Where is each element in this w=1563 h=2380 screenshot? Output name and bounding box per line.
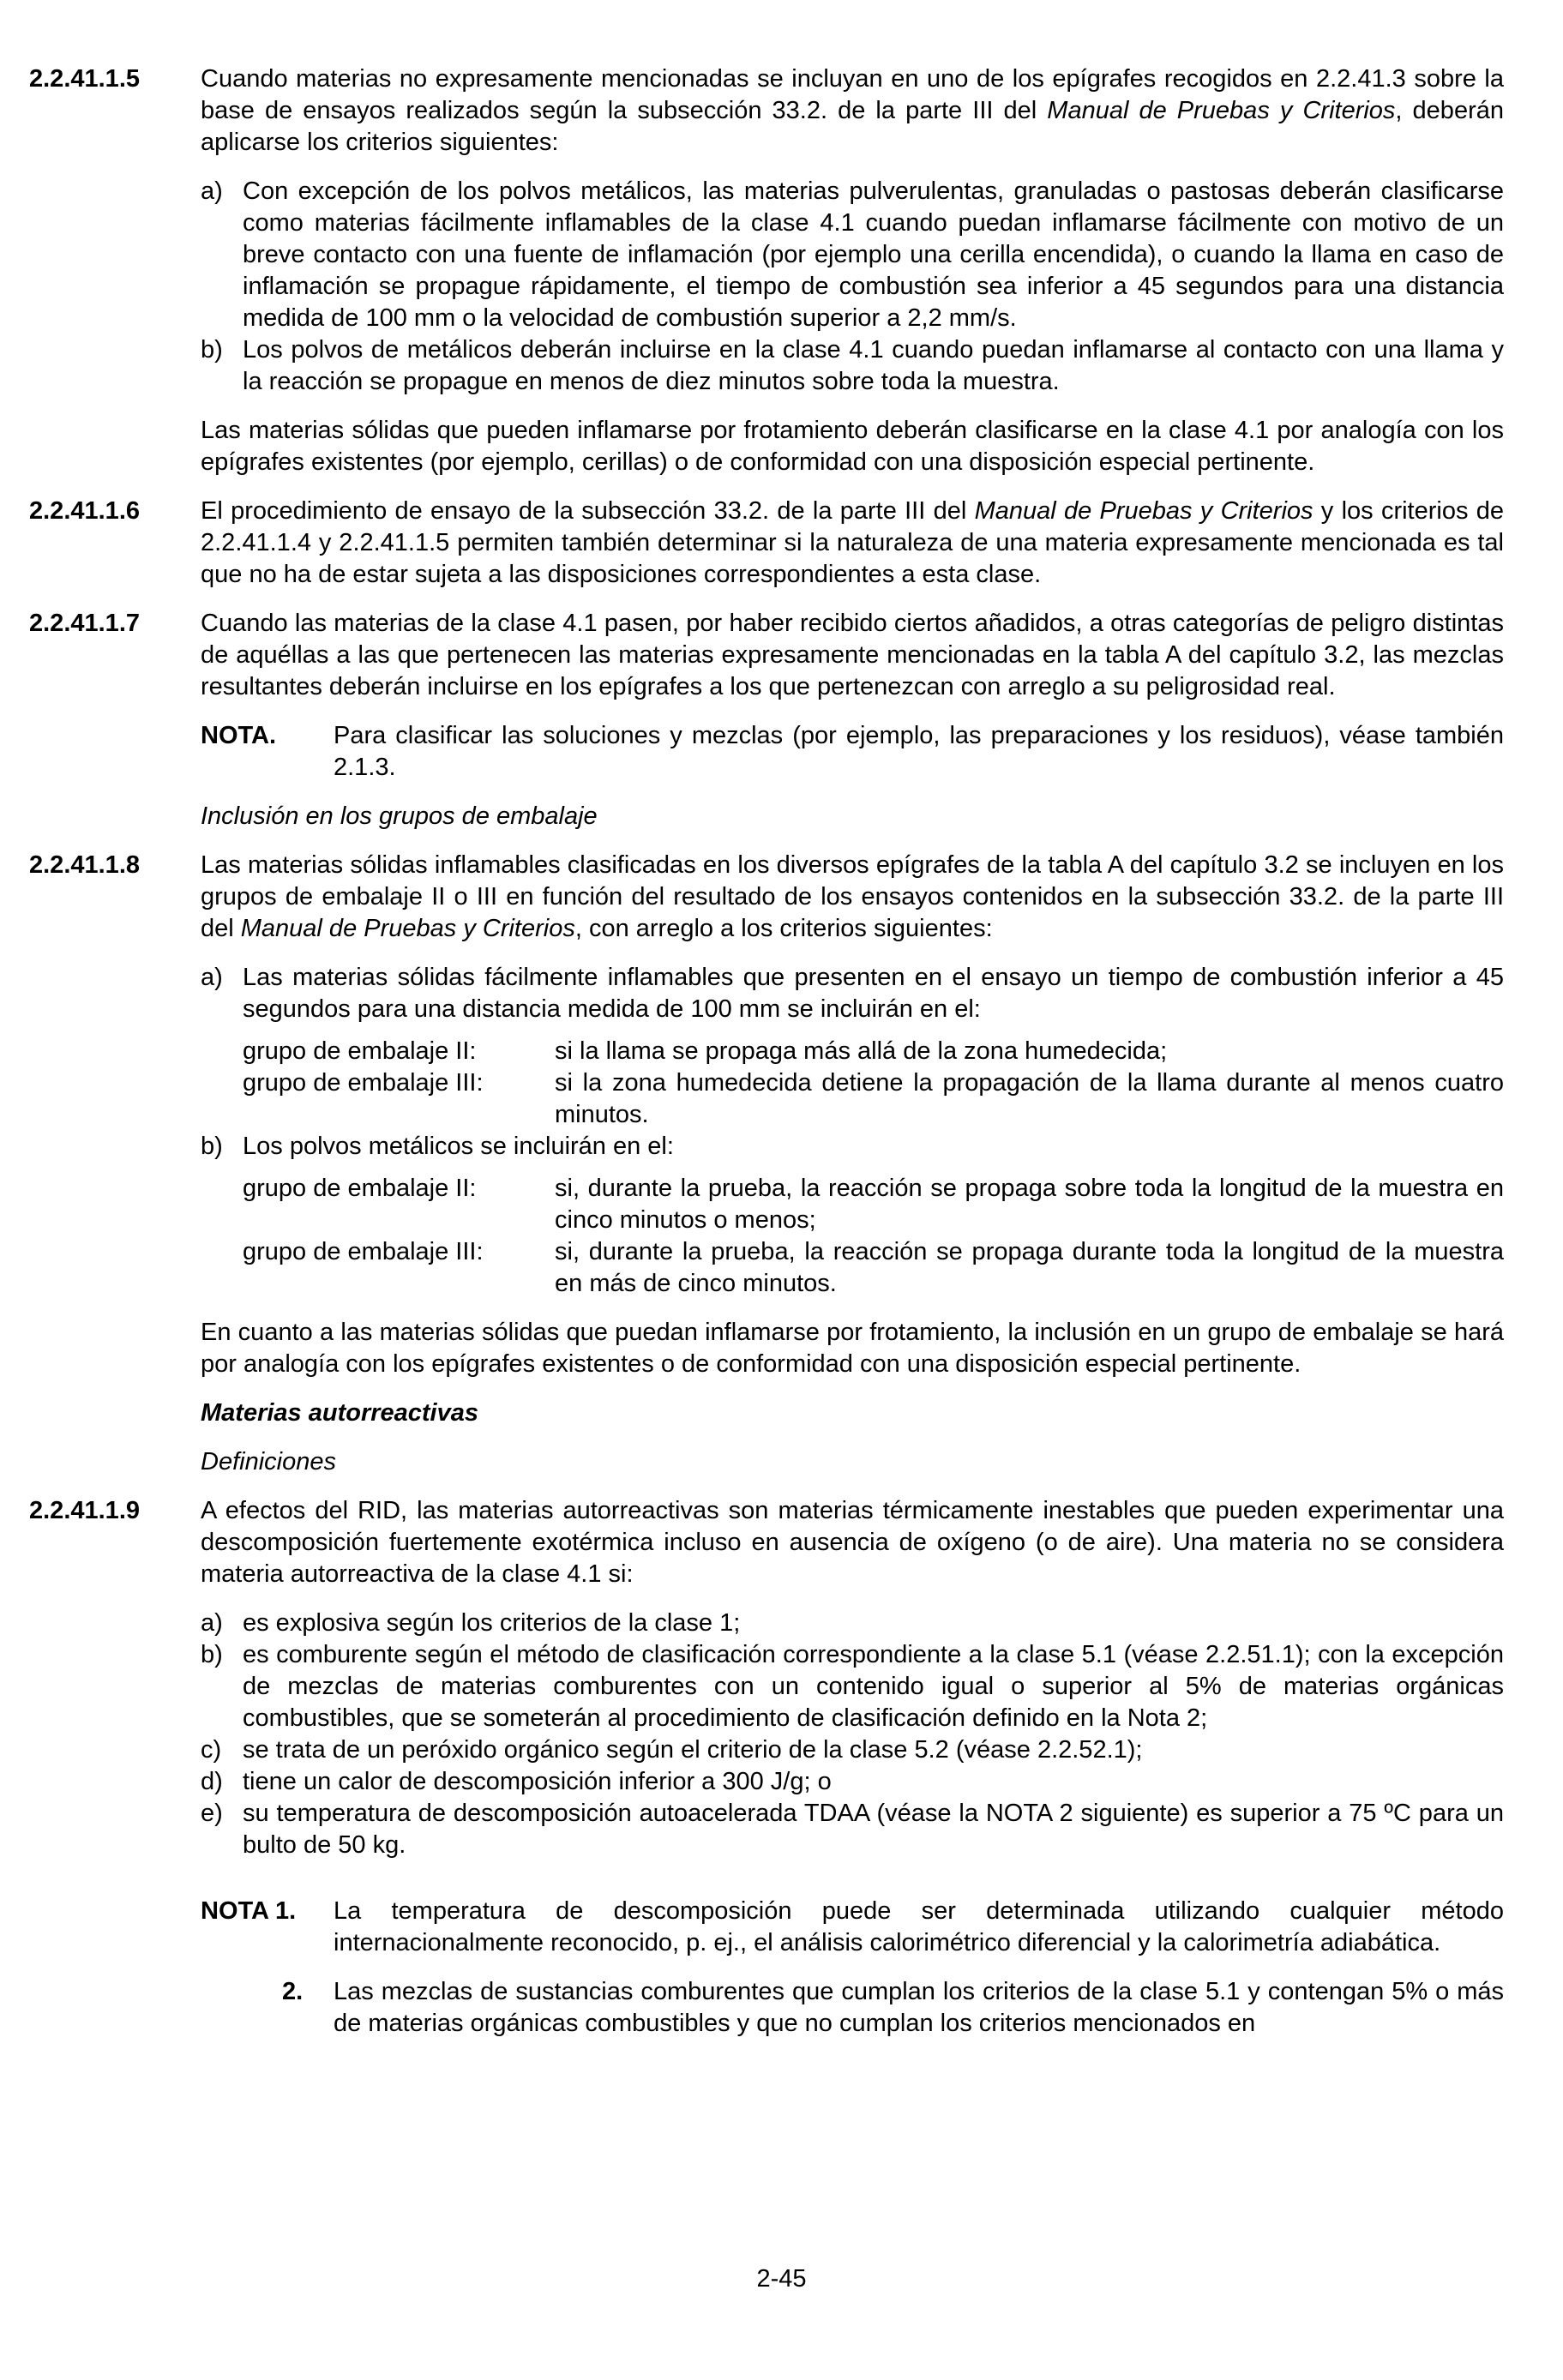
- list-item: [201, 1766, 1504, 1798]
- group-row: [243, 1173, 1504, 1236]
- paragraph: En cuanto a las materias sólidas que puedan inflamarse por frotamiento, la inclusión en un grupo de embalaje se hará por analogía con los epígrafes existentes o de conformidad con una disposición especial pertinente.: [201, 1319, 1504, 1378]
- heading-self-reactive: Materias autorreactivas: [201, 1399, 478, 1427]
- note-text: La temperatura de descomposición puede ser determinada utilizando cualquier método internacionalmente reconocido, p. ej., el análisis calorimétrico diferencial y la calorimetría adiabática.: [334, 1897, 1504, 1956]
- note-label: NOTA.: [201, 722, 277, 749]
- list-item: [201, 334, 1504, 398]
- section-number: 2.2.41.1.8: [29, 851, 140, 879]
- list-text: tiene un calor de descomposición inferior a 300 J/g; o: [243, 1768, 832, 1795]
- list-item: [201, 1639, 1504, 1734]
- list-letter: b): [201, 1641, 223, 1668]
- paragraph: Cuando las materias de la clase 4.1 pasen, por haber recibido ciertos añadidos, a otras categorías de peligro distintas de aquéllas a las que pertenecen las materias expresamente mencionadas en la tabla A del capítulo 3.2, las mezclas resultantes deberán incluirse en los epígrafes a los que pertenezcan con arreglo a su peligrosidad real.: [201, 610, 1504, 700]
- list-text: su temperatura de descomposición autoacelerada TDAA (véase la NOTA 2 siguiente) es superior a 75 ºC para un bulto de 50 kg.: [243, 1800, 1504, 1859]
- group-label: grupo de embalaje II:: [243, 1037, 477, 1065]
- paragraph: Las materias sólidas que pueden inflamarse por frotamiento deberán clasificarse en la clase 4.1 por analogía con los epígrafes existentes (por ejemplo, cerillas) o de conformidad con una disposición especial pertinente.: [201, 417, 1504, 476]
- note-label: 2.: [282, 1978, 304, 2005]
- list-letter: c): [201, 1736, 222, 1764]
- list-text: Los polvos de metálicos deberán incluirse en la clase 4.1 cuando puedan inflamarse al contacto con una llama y la reacción se propague en menos de diez minutos sobre toda la muestra.: [243, 336, 1504, 395]
- group-text: si, durante la prueba, la reacción se propaga sobre toda la longitud de la muestra en cinco minutos o menos;: [555, 1175, 1504, 1234]
- group-table: [243, 1036, 1504, 1131]
- group-row: [243, 1236, 1504, 1300]
- group-text: si la zona humedecida detiene la propagación de la llama durante al menos cuatro minutos.: [555, 1069, 1504, 1128]
- manual-title: Manual de Pruebas y Criterios: [240, 915, 575, 942]
- subheading: Inclusión en los grupos de embalaje: [201, 802, 598, 830]
- list-text: es comburente según el método de clasificación correspondiente a la clase 5.1 (véase 2.2.51.1); con la excepción de mezclas de materias comburentes con un contenido igual o superior al 5% de materias orgánicas combustibles, que se someterán al procedimiento de clasificación definido en la Nota 2;: [243, 1641, 1504, 1732]
- list-letter: d): [201, 1768, 223, 1795]
- section-number: 2.2.41.1.5: [29, 65, 140, 93]
- criteria-list: [201, 176, 1504, 398]
- list-item: [201, 962, 1504, 1025]
- list-text: se trata de un peróxido orgánico según el criterio de la clase 5.2 (véase 2.2.52.1);: [243, 1736, 1143, 1764]
- note-text: Las mezclas de sustancias comburentes que cumplan los criterios de la clase 5.1 y contengan 5% o más de materias orgánicas combustibles y que no cumplan los criterios mencionados en: [334, 1978, 1504, 2037]
- section-number: 2.2.41.1.7: [29, 610, 140, 637]
- list-letter: b): [201, 1133, 223, 1160]
- group-table: [243, 1173, 1504, 1300]
- list-item: [201, 1131, 1504, 1163]
- list-letter: e): [201, 1800, 223, 1827]
- section-number: 2.2.41.1.9: [29, 1497, 140, 1524]
- note-label: NOTA 1.: [201, 1897, 297, 1925]
- section-2-2-41-1-9: [29, 1495, 1504, 1878]
- list-text: Con excepción de los polvos metálicos, las materias pulverulentas, granuladas o pastosas deberán clasificarse como materias fácilmente inflamables de la clase 4.1 cuando puedan inflamarse fácilmente con motivo de un breve contacto con una fuente de inflamación (por ejemplo una cerilla encendida), o cuando la llama en caso de inflamación se propague rápidamente, el tiempo de combustión sea inferior a 45 segundos para una distancia medida de 100 mm o la velocidad de combustión superior a 2,2 mm/s.: [243, 177, 1504, 332]
- note-2: [282, 1976, 1504, 2040]
- list-item: [201, 1798, 1504, 1861]
- section-2-2-41-1-7: [29, 608, 1504, 832]
- list-letter: a): [201, 964, 223, 991]
- list-letter: a): [201, 1609, 223, 1637]
- group-text: si, durante la prueba, la reacción se propaga durante toda la longitud de la muestra en más de cinco minutos.: [555, 1238, 1504, 1297]
- section-intro: Cuando materias no expresamente mencionadas se incluyan en uno de los epígrafes recogidos en 2.2.41.3 sobre la base de ensayos realizados según la subsección 33.2. de la parte III del Manual de Pruebas y Criterios, deberán aplicarse los criterios siguientes:: [201, 65, 1504, 156]
- list-item: [201, 1734, 1504, 1766]
- list-text: Las materias sólidas fácilmente inflamables que presenten en el ensayo un tiempo de combustión inferior a 45 segundos para una distancia medida de 100 mm se incluirán en el:: [243, 964, 1504, 1023]
- section-2-2-41-1-8: [29, 850, 1504, 1478]
- manual-title: Manual de Pruebas y Criterios: [1047, 97, 1396, 124]
- list-item: [201, 176, 1504, 334]
- group-label: grupo de embalaje III:: [243, 1069, 484, 1097]
- note-text: Para clasificar las soluciones y mezclas (por ejemplo, las preparaciones y los residuos), véase también 2.1.3.: [334, 722, 1504, 781]
- group-row: [243, 1067, 1504, 1131]
- criteria-list: [201, 962, 1504, 1300]
- section-number: 2.2.41.1.6: [29, 497, 140, 525]
- paragraph: Las materias sólidas inflamables clasificadas en los diversos epígrafes de la tabla A del capítulo 3.2 se incluyen en los grupos de embalaje II o III en función del resultado de los ensayos contenidos en la subsección 33.2. de la parte III del Manual de Pruebas y Criterios, con arreglo a los criterios siguientes:: [201, 851, 1504, 942]
- group-label: grupo de embalaje II:: [243, 1175, 477, 1202]
- list-letter: a): [201, 177, 223, 205]
- note: [201, 720, 1504, 784]
- list-item: [201, 1608, 1504, 1639]
- paragraph: A efectos del RID, las materias autorreactivas son materias térmicamente inestables que pueden experimentar una descomposición fuertemente exotérmica incluso en ausencia de oxígeno (o de aire). Una materia no se considera materia autorreactiva de la clase 4.1 si:: [201, 1497, 1504, 1588]
- list-text: Los polvos metálicos se incluirán en el:: [243, 1133, 674, 1160]
- paragraph: El procedimiento de ensayo de la subsección 33.2. de la parte III del Manual de Pruebas y Criterios y los criterios de 2.2.41.1.4 y 2.2.41.1.5 permiten también determinar si la naturaleza de una materia expresamente mencionada es tal que no ha de estar sujeta a las disposiciones correspondientes a esta clase.: [201, 497, 1504, 588]
- document-body: [29, 63, 1504, 2057]
- heading-definitions: Definiciones: [201, 1448, 336, 1475]
- list-text: es explosiva según los criterios de la clase 1;: [243, 1609, 741, 1637]
- exclusion-list: [201, 1608, 1504, 1861]
- manual-title: Manual de Pruebas y Criterios: [974, 497, 1314, 525]
- note-1: [201, 1896, 1504, 1959]
- list-letter: b): [201, 336, 223, 364]
- section-2-2-41-1-6: [29, 496, 1504, 591]
- group-text: si la llama se propaga más allá de la zona humedecida;: [555, 1037, 1168, 1065]
- group-label: grupo de embalaje III:: [243, 1238, 484, 1265]
- section-2-2-41-1-5: [29, 63, 1504, 478]
- page-number: 2-45: [756, 2265, 807, 2293]
- group-row: [243, 1036, 1504, 1067]
